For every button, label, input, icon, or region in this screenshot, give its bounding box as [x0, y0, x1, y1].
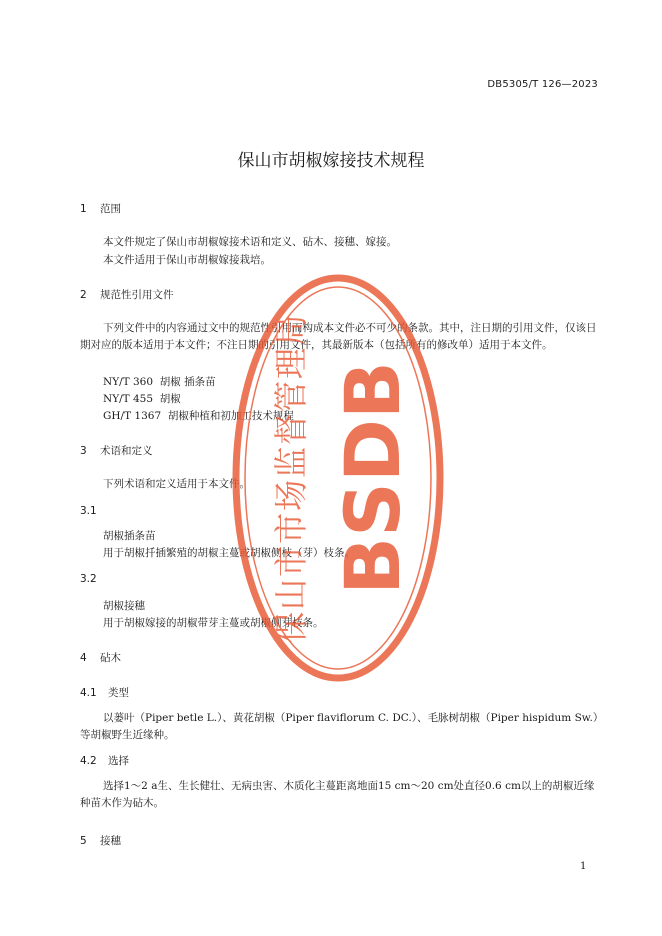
- section-4-heading: [80, 650, 121, 665]
- clause-number: 4.1: [80, 687, 97, 699]
- term-definition: 用于胡椒嫁接的胡椒带芽主蔓或胡椒侧芽枝条。: [103, 617, 324, 629]
- seal-ring-text: 保山市市场监督管理局: [272, 283, 312, 643]
- section-1-heading: [80, 201, 121, 216]
- reference-name: 胡椒 插条苗: [159, 376, 216, 388]
- section-title: 规范性引用文件: [100, 289, 174, 301]
- section-5-heading: [80, 833, 121, 848]
- paragraph: 本文件适用于保山市胡椒嫁接栽培。: [103, 254, 271, 266]
- term-name: 胡椒接穗: [103, 600, 145, 612]
- doc-number: DB5305/T 126—2023: [487, 79, 598, 90]
- doc-title: 保山市胡椒嫁接技术规程: [237, 151, 425, 171]
- reference-code: GH/T 1367: [103, 410, 162, 422]
- reference-item: [103, 391, 181, 406]
- clause-number: 3.1: [80, 505, 97, 517]
- reference-code: NY/T 455: [103, 393, 154, 405]
- section-title: 范围: [100, 203, 121, 215]
- page-number: 1: [580, 861, 587, 872]
- section-number: 2: [80, 289, 87, 301]
- reference-item: [103, 374, 216, 389]
- section-number: 3: [80, 445, 87, 457]
- section-title: 术语和定义: [100, 445, 153, 457]
- section-title: 砧木: [100, 652, 121, 664]
- clause-number: 4.2: [80, 755, 97, 767]
- subsection-title: 选择: [108, 755, 129, 767]
- reference-name: 胡椒种植和初加工技术规程: [167, 410, 294, 422]
- subsection-4-1-heading: [80, 685, 129, 700]
- paragraph: 本文件规定了保山市胡椒嫁接术语和定义、砧木、接穗、嫁接。: [103, 236, 397, 248]
- seal-letters: BSDB: [327, 361, 417, 595]
- section-number: 4: [80, 652, 87, 664]
- paragraph: 下列文件中的内容通过文中的规范性引用而构成本文件必不可少的条款。其中，注日期的引用文件，仅该日期对应的版本适用于本文件；不注日期的引用文件，其最新版本（包括所有的修改单）适用于本文件。: [80, 322, 597, 351]
- subsection-4-2-heading: [80, 753, 129, 768]
- section-number: 1: [80, 203, 87, 215]
- reference-item: [103, 408, 294, 423]
- section-title: 接穗: [100, 835, 121, 847]
- term-name: 胡椒插条苗: [103, 530, 156, 542]
- section-2-heading: [80, 287, 174, 302]
- paragraph: 以蒌叶（Piper betle L.）、黄花胡椒（Piper flaviflorum C. DC.）、毛脉树胡椒（Piper hispidum Sw.）等胡椒野生近缘种。: [80, 712, 599, 741]
- reference-code: NY/T 360: [103, 376, 154, 388]
- reference-name: 胡椒: [159, 393, 181, 405]
- section-number: 5: [80, 835, 87, 847]
- paragraph: 选择1～2 a生、生长健壮、无病虫害、木质化主蔓距离地面15 cm～20 cm处直径0.6 cm以上的胡椒近缘种苗木作为砧木。: [80, 780, 595, 809]
- subsection-title: 类型: [108, 687, 129, 699]
- paragraph: 下列术语和定义适用于本文件。: [103, 478, 250, 490]
- term-definition: 用于胡椒扦插繁殖的胡椒主蔓或胡椒侧枝（芽）枝条。: [103, 547, 355, 559]
- clause-number: 3.2: [80, 573, 97, 585]
- section-3-heading: [80, 443, 153, 458]
